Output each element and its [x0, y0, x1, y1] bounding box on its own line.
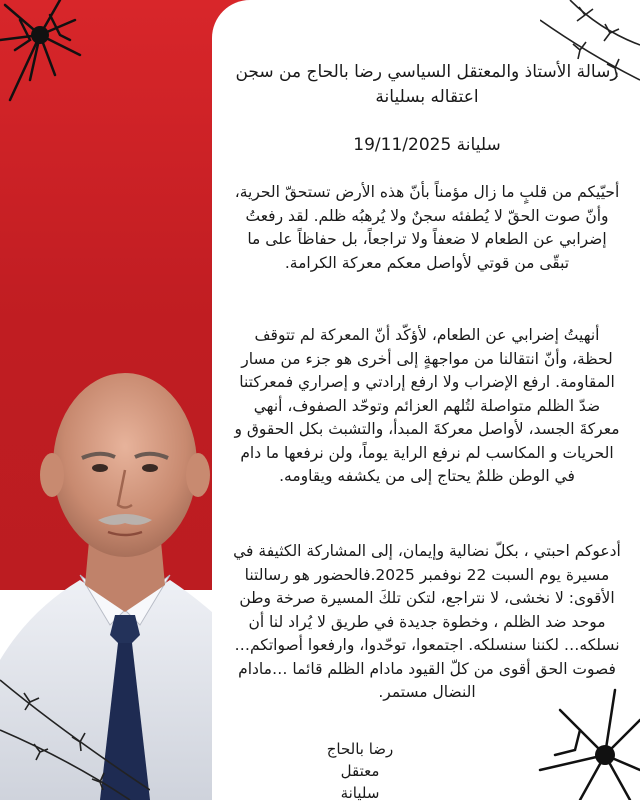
signature-name: رضا بالحاج [326, 740, 394, 758]
head [53, 373, 197, 557]
paragraph-3: أدعوكم احبتي ، بكلّ نضالية وإيمان، إلى المشاركة الكثيفة في مسيرة يوم السبت 22 نوفمبر 2025.فالحضور هو رسالتنا الأقوى: لا نخشى، لا نتراجع، لتكن تلكَ المسيرة صرخة وطن موحد ضد الظلم ، وخطوة جديدة في طريق لا يُراد لنا أن نسلكه… لكننا سنسلكه. اجتمعوا، توحّدوا، وارفعوا أصواتكم… فصوت الحق أقوى من كلّ القيود مادام الظلم قائما …مادام النضال مستمر. [233, 542, 621, 701]
letter [232, 0, 622, 800]
letter-title: رسالة الأستاذ والمعتقل السياسي رضا بالحاج من سجن اعتقاله بسليانة [235, 62, 619, 107]
letter-date: سليانة 19/11/2025 [353, 135, 501, 155]
paragraph-2: أنهيتُ إضرابي عن الطعام، لأؤكّد أنّ المعركة لم تتوقف لحظة، وأنّ انتقالنا من مواجهةٍ إلى أخرى هو جزء من مسار المقاومة. ارفع الإضراب ولا ارفع إرادتي و إصراري فمعركتنا ضدّ الظلم متواصلة لتُلهم العزائم وتوحّد الصفوف، أنهي معركةَ الجسد، لأواصل معركةَ المبدأ، والتشبث بكل الحقوق و الحريات و المكاسب لم نرفع الراية يوماً، ولن نرفعها ما دام في الوطن ظلمٌ يحتاج إلى من يكشفه ويقاومه. [234, 326, 620, 485]
signature-title: معتقل سليانة [340, 762, 380, 802]
signature [232, 738, 622, 804]
paragraph-1: أحيّيكم من قلبٍ ما زال مؤمناً بأنّ هذه الأرض تستحقّ الحرية، وأنّ صوت الحقّ لا يُطفئه سجنٌ ولا يُرهبُه ظلم. لقد رفعتُ إضرابي عن الطعام لا ضعفاً ولا تراجعاً، بل حفاظاً على ما تبقّى من قوتي لأواصل معكم معركة الكرامة. [234, 183, 620, 272]
